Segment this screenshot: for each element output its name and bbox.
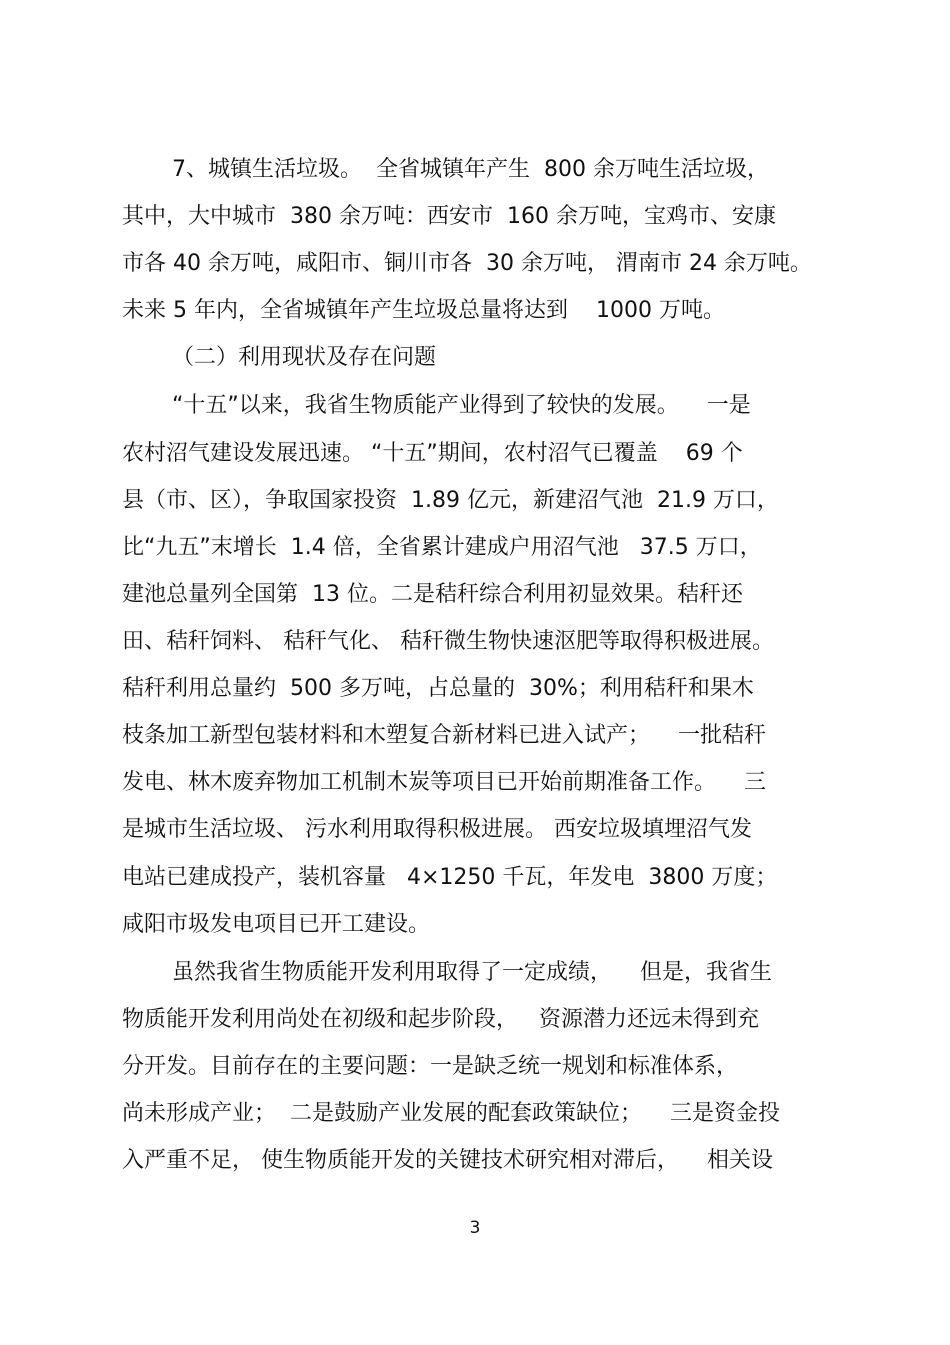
- page-number: 3: [469, 1218, 481, 1238]
- paragraph-line-21: 尚未形成产业； 二是鼓励产业发展的配套政策缺位； 三是资金投: [122, 1101, 780, 1126]
- paragraph-line-16: 电站已建成投产，装机容量 4×1250 千瓦，年发电 3800 万度；: [122, 865, 778, 890]
- paragraph-line-10: 建池总量列全国第 13 位。二是秸秆综合利用初显效果。秸秆还: [122, 582, 743, 607]
- paragraph-line-4: 未来 5 年内，全省城镇年产生垃圾总量将达到 1000 万吨。: [122, 298, 725, 323]
- paragraph-line-17: 咸阳市圾发电项目已开工建设。: [122, 912, 431, 937]
- paragraph-line-18: 虽然我省生物质能开发利用取得了一定成绩， 但是，我省生: [172, 960, 772, 985]
- paragraph-line-22: 入严重不足， 使生物质能开发的关键技术研究相对滞后， 相关设: [122, 1148, 773, 1173]
- paragraph-line-1: 7、城镇生活垃圾。 全省城镇年产生 800 余万吨生活垃圾，: [172, 157, 769, 182]
- paragraph-line-9: 比“九五”末增长 1.4 倍，全省累计建成户用沼气池 37.5 万口，: [122, 535, 762, 560]
- paragraph-line-8: 县（市、区），争取国家投资 1.89 亿元，新建沼气池 21.9 万口，: [122, 488, 779, 513]
- paragraph-line-2: 其中，大中城市 380 余万吨：西安市 160 余万吨，宝鸡市、安康: [122, 204, 776, 229]
- paragraph-line-19: 物质能开发利用尚处在初级和起步阶段， 资源潜力还远未得到充: [122, 1007, 759, 1032]
- paragraph-line-13: 枝条加工新型包装材料和木塑复合新材料已进入试产； 一批秸秆: [122, 723, 766, 748]
- section-heading: （二）利用现状及存在问题: [172, 345, 437, 370]
- paragraph-line-12: 秸秆利用总量约 500 多万吨，占总量的 30%；利用秸秆和果木: [122, 676, 754, 701]
- paragraph-line-14: 发电、林木废弃物加工机制木炭等项目已开始前期准备工作。 三: [122, 770, 766, 795]
- paragraph-line-15: 是城市生活垃圾、 污水利用取得积极进展。 西安垃圾填埋沼气发: [122, 817, 752, 842]
- paragraph-line-7: 农村沼气建设发展迅速。 “十五”期间，农村沼气已覆盖 69 个: [122, 441, 743, 466]
- paragraph-line-20: 分开发。目前存在的主要问题：一是缺乏统一规划和标准体系，: [122, 1054, 739, 1079]
- paragraph-line-11: 田、秸秆饲料、 秸秆气化、 秸秆微生物快速沤肥等取得积极进展。: [122, 629, 774, 654]
- paragraph-line-6: “十五”以来，我省生物质能产业得到了较快的发展。 一是: [172, 393, 751, 418]
- paragraph-line-3: 市各 40 余万吨，咸阳市、铜川市各 30 余万吨， 渭南市 24 余万吨。: [122, 251, 812, 276]
